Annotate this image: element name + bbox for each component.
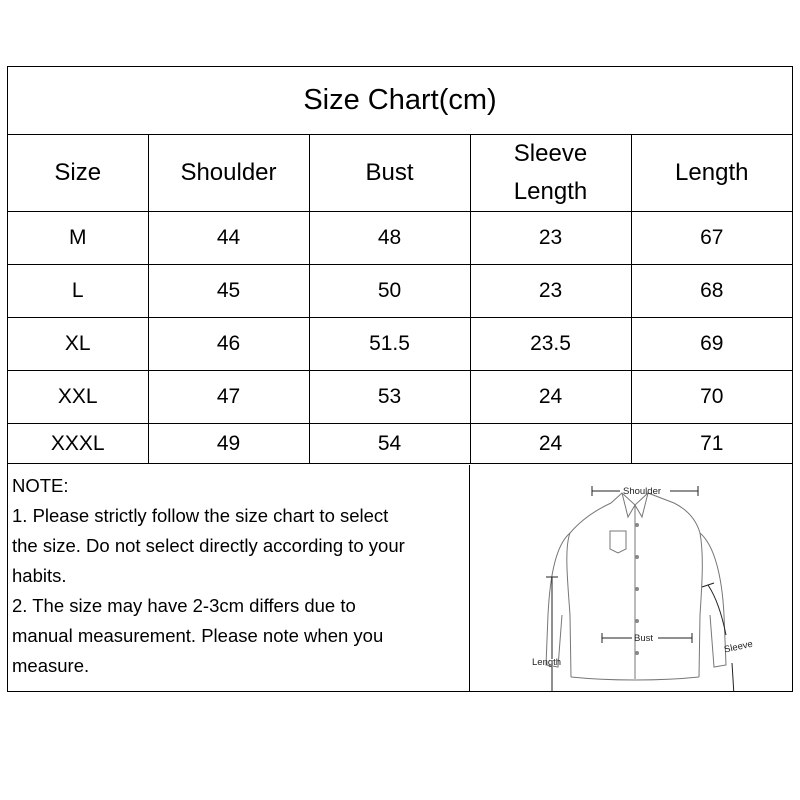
chart-title: Size Chart(cm): [8, 67, 792, 135]
cell-bust: 48: [309, 212, 470, 265]
cell-size: XXL: [8, 371, 148, 424]
cell-length: 69: [631, 318, 792, 371]
cell-length: 68: [631, 265, 792, 318]
header-length: Length: [631, 135, 792, 212]
size-chart: [7, 66, 793, 692]
header-sleeve-line2: Length: [513, 178, 588, 205]
size-table: [8, 135, 792, 464]
measurement-diagram: [470, 465, 792, 691]
cell-sleeve-length: 24: [470, 424, 631, 464]
header-shoulder: Shoulder: [148, 135, 309, 212]
cell-shoulder: 47: [148, 371, 309, 424]
cell-bust: 53: [309, 371, 470, 424]
sleeve-measure-icon: [702, 583, 742, 691]
cell-size: XL: [8, 318, 148, 371]
cell-sleeve-length: 24: [470, 371, 631, 424]
cell-size: M: [8, 212, 148, 265]
cell-shoulder: 49: [148, 424, 309, 464]
cell-shoulder: 45: [148, 265, 309, 318]
table-row: [8, 265, 792, 318]
table-row: [8, 371, 792, 424]
note-line: manual measurement. Please note when you: [12, 625, 384, 646]
cell-size: L: [8, 265, 148, 318]
bust-label: Bust: [634, 633, 654, 644]
table-header-row: [8, 135, 792, 212]
cell-length: 67: [631, 212, 792, 265]
length-label: Length: [532, 657, 562, 668]
note-section: [8, 465, 470, 691]
sleeve-label: Sleeve: [723, 638, 754, 656]
cell-length: 71: [631, 424, 792, 464]
cell-size: XXXL: [8, 424, 148, 464]
table-row: [8, 212, 792, 265]
note-line: habits.: [12, 565, 67, 586]
note-line: the size. Do not select directly according to your: [12, 535, 405, 556]
header-sleeve-length: [470, 135, 631, 212]
note-line: measure.: [12, 655, 90, 676]
table-row: [8, 318, 792, 371]
header-size: Size: [8, 135, 148, 212]
cell-shoulder: 46: [148, 318, 309, 371]
cell-length: 70: [631, 371, 792, 424]
shirt-diagram: [470, 465, 792, 691]
shoulder-label: Shoulder: [623, 486, 662, 497]
cell-sleeve-length: 23: [470, 212, 631, 265]
cell-sleeve-length: 23.5: [470, 318, 631, 371]
cell-sleeve-length: 23: [470, 265, 631, 318]
cell-bust: 50: [309, 265, 470, 318]
cell-bust: 51.5: [309, 318, 470, 371]
header-sleeve-line1: Sleeve: [513, 140, 588, 167]
header-bust: Bust: [309, 135, 470, 212]
note-heading: NOTE:: [12, 475, 69, 496]
note-line: 2. The size may have 2-3cm differs due to: [12, 595, 356, 616]
table-row: [8, 424, 792, 464]
cell-shoulder: 44: [148, 212, 309, 265]
note-line: 1. Please strictly follow the size chart to select: [12, 505, 389, 526]
cell-bust: 54: [309, 424, 470, 464]
